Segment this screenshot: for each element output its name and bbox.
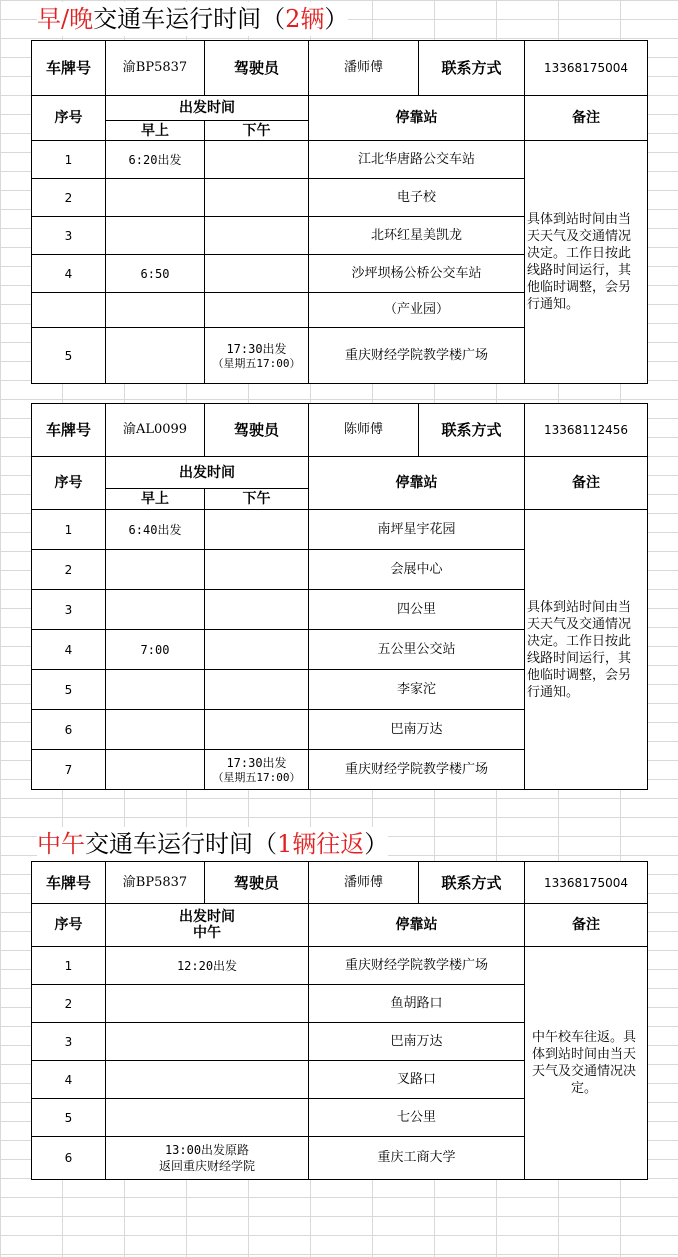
table-row: 6 巴南万达 xyxy=(32,710,648,750)
plate-value: 渝BP5837 xyxy=(106,41,205,96)
table-row: 3 巴南万达 xyxy=(32,1023,648,1061)
remark-header: 备注 xyxy=(525,96,648,141)
contact-label: 联系方式 xyxy=(419,862,525,904)
afternoon-header: 下午 xyxy=(205,489,309,510)
plate-value: 渝AL0099 xyxy=(106,404,205,457)
plate-label: 车牌号 xyxy=(32,862,106,904)
depart-header: 出发时间 中午 xyxy=(106,904,309,947)
remark-header: 备注 xyxy=(525,904,648,947)
table-row: 1 12:20出发 重庆财经学院教学楼广场 中午校车往返。具体到站时间由当天天气及交通情况决定。 xyxy=(32,947,648,985)
table-row: 5 17:30出发 （星期五17:00） 重庆财经学院教学楼广场 xyxy=(32,328,648,384)
table-row: 6 13:00出发原路 返回重庆财经学院 重庆工商大学 xyxy=(32,1137,648,1180)
seq-header: 序号 xyxy=(32,904,106,947)
contact-value: 13368175004 xyxy=(525,862,648,904)
stop-header: 停靠站 xyxy=(309,96,525,141)
contact-value: 13368175004 xyxy=(525,41,648,96)
table-row: 5 七公里 xyxy=(32,1099,648,1137)
plate-label: 车牌号 xyxy=(32,404,106,457)
driver-value: 潘师傅 xyxy=(309,862,419,904)
table-row: 2 会展中心 xyxy=(32,550,648,590)
morning-header: 早上 xyxy=(106,489,205,510)
afternoon-header: 下午 xyxy=(205,121,309,141)
table-row: 4 叉路口 xyxy=(32,1061,648,1099)
remark-note: 中午校车往返。具体到站时间由当天天气及交通情况决定。 xyxy=(525,947,648,1180)
remark-header: 备注 xyxy=(525,457,648,510)
seq-header: 序号 xyxy=(32,96,106,141)
table-row: 2 电子校 xyxy=(32,179,648,217)
bus-schedule-table-2 xyxy=(31,403,648,790)
table-row: （产业园） xyxy=(32,293,648,328)
driver-value: 陈师傅 xyxy=(309,404,419,457)
stop-header: 停靠站 xyxy=(309,457,525,510)
plate-label: 车牌号 xyxy=(32,41,106,96)
table-row: 4 6:50 沙坪坝杨公桥公交车站 xyxy=(32,255,648,293)
table-row: 7 17:30出发 （星期五17:00） 重庆财经学院教学楼广场 xyxy=(32,750,648,790)
depart-header: 出发时间 xyxy=(106,457,309,489)
table-row: 1 6:40出发 南坪星宇花园 具体到站时间由当天天气及交通情况决定。工作日按此线路时间运行，其他临时调整，会另行通知。 xyxy=(32,510,648,550)
seq-header: 序号 xyxy=(32,457,106,510)
bus-schedule-table-noon xyxy=(31,861,648,1180)
driver-value: 潘师傅 xyxy=(309,41,419,96)
table-row: 4 7:00 五公里公交站 xyxy=(32,630,648,670)
table-row: 2 鱼胡路口 xyxy=(32,985,648,1023)
morning-header: 早上 xyxy=(106,121,205,141)
table-row: 1 6:20出发 江北华唐路公交车站 具体到站时间由当天天气及交通情况决定。工作日按此线路时间运行，其他临时调整，会另行通知。 xyxy=(32,141,648,179)
table-row: 3 北环红星美凯龙 xyxy=(32,217,648,255)
stop-header: 停靠站 xyxy=(309,904,525,947)
contact-label: 联系方式 xyxy=(419,41,525,96)
remark-note: 具体到站时间由当天天气及交通情况决定。工作日按此线路时间运行，其他临时调整，会另行通知。 xyxy=(525,141,648,384)
section-title-morning-evening: 早/晚交通车运行时间（2辆） xyxy=(37,2,348,36)
table-row: 5 李家沱 xyxy=(32,670,648,710)
table-row: 3 四公里 xyxy=(32,590,648,630)
driver-label: 驾驶员 xyxy=(205,404,309,457)
section-title-noon: 中午交通车运行时间（1辆往返） xyxy=(37,827,388,861)
contact-value: 13368112456 xyxy=(525,404,648,457)
remark-note: 具体到站时间由当天天气及交通情况决定。工作日按此线路时间运行，其他临时调整，会另行通知。 xyxy=(525,510,648,790)
depart-header: 出发时间 xyxy=(106,96,309,121)
plate-value: 渝BP5837 xyxy=(106,862,205,904)
bus-schedule-table-1 xyxy=(31,40,648,384)
driver-label: 驾驶员 xyxy=(205,862,309,904)
driver-label: 驾驶员 xyxy=(205,41,309,96)
contact-label: 联系方式 xyxy=(419,404,525,457)
